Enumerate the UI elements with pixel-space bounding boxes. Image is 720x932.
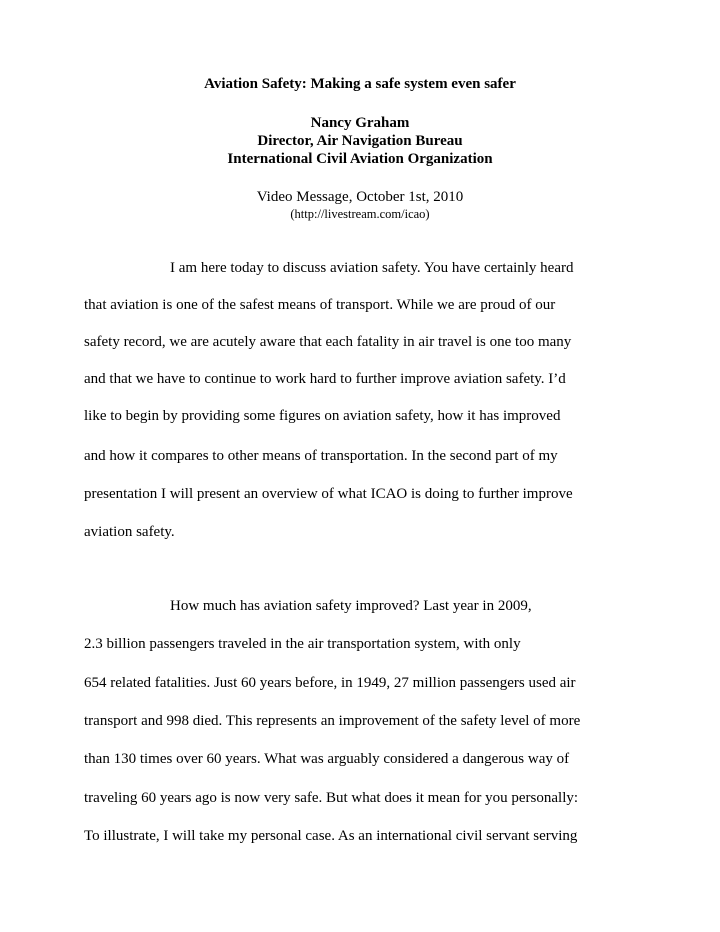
paragraph2-line: than 130 times over 60 years. What was arguably considered a dangerous way of	[84, 751, 570, 767]
paragraph1-line: safety record, we are acutely aware that each fatality in air travel is one too many	[84, 334, 572, 350]
paragraph1-line: I am here today to discuss aviation safety. You have certainly heard	[170, 260, 574, 276]
paragraph2-line: How much has aviation safety improved? Last year in 2009,	[170, 598, 532, 614]
author-name: Nancy Graham	[310, 115, 410, 131]
occasion-line: Video Message, October 1st, 2010	[256, 189, 464, 205]
author-role: Director, Air Navigation Bureau	[257, 133, 463, 149]
paragraph2-line: transport and 998 died. This represents an improvement of the safety level of more	[84, 713, 581, 729]
paragraph2-line: To illustrate, I will take my personal case. As an international civil servant serving	[84, 828, 578, 844]
document-title: Aviation Safety: Making a safe system even safer	[204, 76, 516, 92]
paragraph2-line: 654 related fatalities. Just 60 years before, in 1949, 27 million passengers used air	[84, 675, 576, 691]
livestream-link: (http://livestream.com/icao)	[290, 207, 430, 221]
paragraph1-line: like to begin by providing some figures on aviation safety, how it has improved	[84, 408, 561, 424]
organization-name: International Civil Aviation Organization	[227, 151, 493, 167]
paragraph1-line: aviation safety.	[84, 524, 175, 540]
paragraph2-line: traveling 60 years ago is now very safe. But what does it mean for you personally:	[84, 790, 579, 806]
paragraph1-line: and how it compares to other means of transportation. In the second part of my	[84, 448, 558, 464]
paragraph2-line: 2.3 billion passengers traveled in the air transportation system, with only	[84, 636, 521, 652]
paragraph1-line: presentation I will present an overview of what ICAO is doing to further improve	[84, 486, 573, 502]
paragraph1-line: that aviation is one of the safest means of transport. While we are proud of our	[84, 297, 556, 313]
paragraph1-line: and that we have to continue to work hard to further improve aviation safety. I’d	[84, 371, 566, 387]
